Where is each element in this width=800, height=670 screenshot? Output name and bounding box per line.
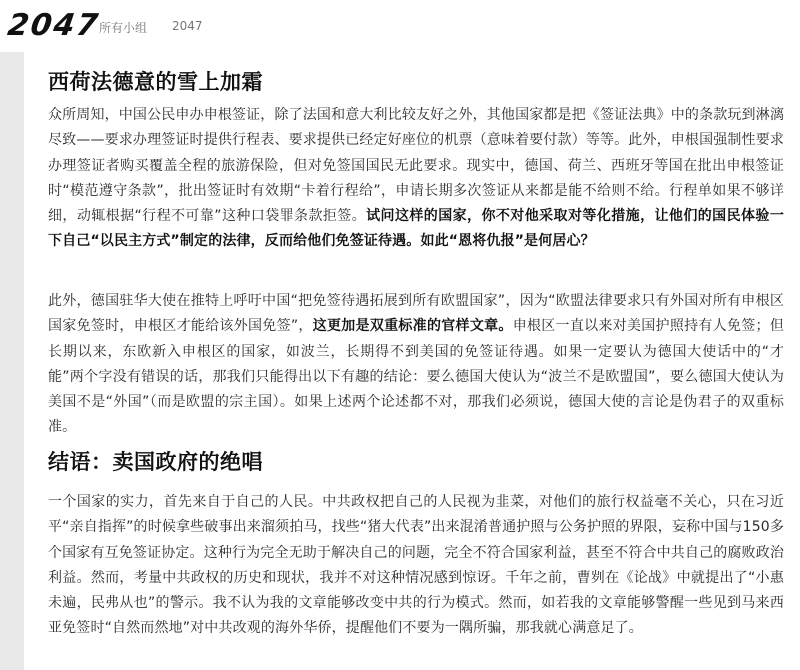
article-card xyxy=(24,52,800,670)
section-heading-1: 西荷法德意的雪上加霜 xyxy=(48,70,263,94)
paragraph-2-text-a: 此外，德国驻华大使在推特上呼吁中国“把免签待遇拓展到所有欧盟国家”，因为“欧盟法律要求只有外国对所有申根区国家免签时，申根区才能给该外国免签”， xyxy=(48,293,784,335)
article-paragraph-1 xyxy=(48,103,784,255)
paragraph-2-text-b: 申根区一直以来对美国护照持有人免签；但长期以来，东欧新入申根区的国家，如波兰，长期得不到美国的免签证待遇。如果一定要认为德国大使话中的“才能”两个字没有错误的话，那我们只能得出以下有趣的结论：要么德国大使认为“波兰不是欧盟国”，要么德国大使认为美国不是“外国”（而是欧盟的宗主国）。如果上述两个论述都不对，那我们必须说，德国大使的言论是伪君子的双重标准。 xyxy=(48,318,784,436)
paragraph-1-text: 众所周知，中国公民申办申根签证，除了法国和意大利比较友好之外，其他国家都是把《签证法典》中的条款玩到淋漓尽致——要求办理签证时提供行程表、要求提供已经定好座位的机票（意味着要付款）等等。此外，申根国强制性要求办理签证者购买覆盖全程的旅游保险，但对免签国国民无此要求。现实中，德国、荷兰、西班牙等国在批出申根签证时“模范遵守条款”，批出签证时有效期“卡着行程给”，申请长期多次签证从来都是能不给则不给。行程单如果不够详细，动辄根据“行程不可靠”这种口袋罪条款拒签。 xyxy=(48,107,784,225)
nav-all-groups[interactable]: 所有小组 xyxy=(99,21,148,35)
article-paragraph-2 xyxy=(48,289,784,441)
nav-2047[interactable]: 2047 xyxy=(172,19,203,33)
section-heading-2: 结语：卖国政府的绝唱 xyxy=(48,450,263,474)
top-bar xyxy=(0,0,800,52)
paragraph-2-bold: 这更加是双重标准的官样文章。 xyxy=(312,318,513,335)
article-paragraph-3: 一个国家的实力，首先来自于自己的人民。中共政权把自己的人民视为韭菜，对他们的旅行权益毫不关心，只在习近平“亲自指挥”的时候拿些破事出来溜须拍马，找些“猪大代表”出来混淆普通护照与公务护照的界限，妄称中国与150多个国家有互免签证协定。这种行为完全无助于解决自己的问题，完全不符合国家利益，甚至不符合中共自己的腐败政治利益。然而，考量中共政权的历史和现状，我并不对这种情况感到惊讶。千年之前，曹刿在《论战》中就提出了“小惠未遍，民弗从也”的警示。我不认为我的文章能够改变中共的行为模式。然而，如若我的文章能够警醒一些见到马来西亚免签时“自然而然地”对中共改观的海外华侨，提醒他们不要为一隅所骗，那我就心满意足了。 xyxy=(48,494,784,637)
site-logo[interactable]: 2047 xyxy=(5,8,102,43)
paragraph-1-bold: 试问这样的国家，你不对他采取对等化措施，让他们的国民体验一下自己“以民主方式”制定的法律，反而给他们免签证待遇。如此“恩将仇报”是何居心？ xyxy=(48,208,784,250)
